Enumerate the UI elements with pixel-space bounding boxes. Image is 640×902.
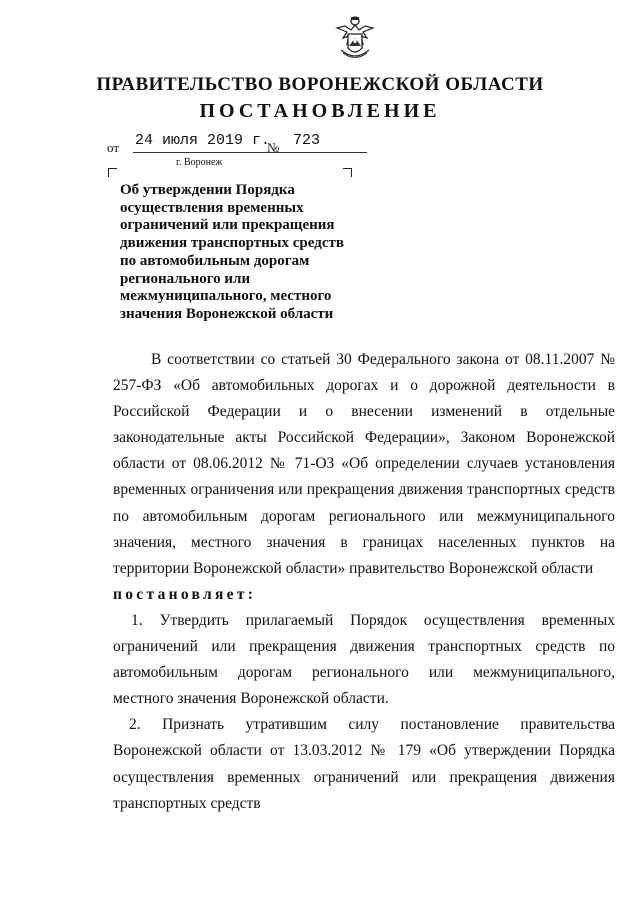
document-subject: Об утверждении Порядка осуществления временных ограничений или прекращения движения транспортных средств по автомобильным дорогам регионального или межмуниципального, местного значения Воронежской области <box>120 182 344 322</box>
document-date: 24 июля 2019 г. <box>135 132 271 149</box>
city-label: г. Воронеж <box>176 157 223 168</box>
coat-of-arms-icon <box>329 12 381 64</box>
preamble-paragraph: В соответствии со статьей 30 Федерального закона от 08.11.2007 № 257-ФЗ «Об автомобильных дорогах и о дорожной деятельности в Российской Федерации и о внесении изменений в отдельные законодательные акты Российской Федерации», Законом Воронежской области от 08.06.2012 № 71-ОЗ «Об определении случаев установления временных ограничения или прекращения движения транспортных средств по автомобильным дорогам регионального или межмуниципального значения, местного значения в границах населенных пунктов на территории Воронежской области» правительство Воронежской области <box>113 351 615 577</box>
organization-title: ПРАВИТЕЛЬСТВО ВОРОНЕЖСКОЙ ОБЛАСТИ <box>96 74 544 95</box>
clause-2: 2. Признать утратившим силу постановление правительства Воронежской области от 13.03.2012 № 179 «Об утверждении Порядка осуществления временных ограничений или прекращения движения транспортных средств <box>113 716 615 812</box>
date-prefix-label: от <box>107 140 120 155</box>
subject-bracket-right <box>343 168 352 177</box>
decree-word: постановляет: <box>113 585 257 603</box>
number-underline <box>283 152 355 153</box>
document-type-title: ПОСТАНОВЛЕНИЕ <box>199 100 441 122</box>
document-body <box>113 347 615 817</box>
subject-bracket-left <box>108 168 117 177</box>
clause-1: 1. Утвердить прилагаемый Порядок осуществления временных ограничений или прекращения движения транспортных средств по автомобильным дорогам регионального или межмуниципального, местного значения Воронежской области. <box>113 611 615 708</box>
document-number: 723 <box>293 132 321 149</box>
number-label: № <box>267 140 280 155</box>
